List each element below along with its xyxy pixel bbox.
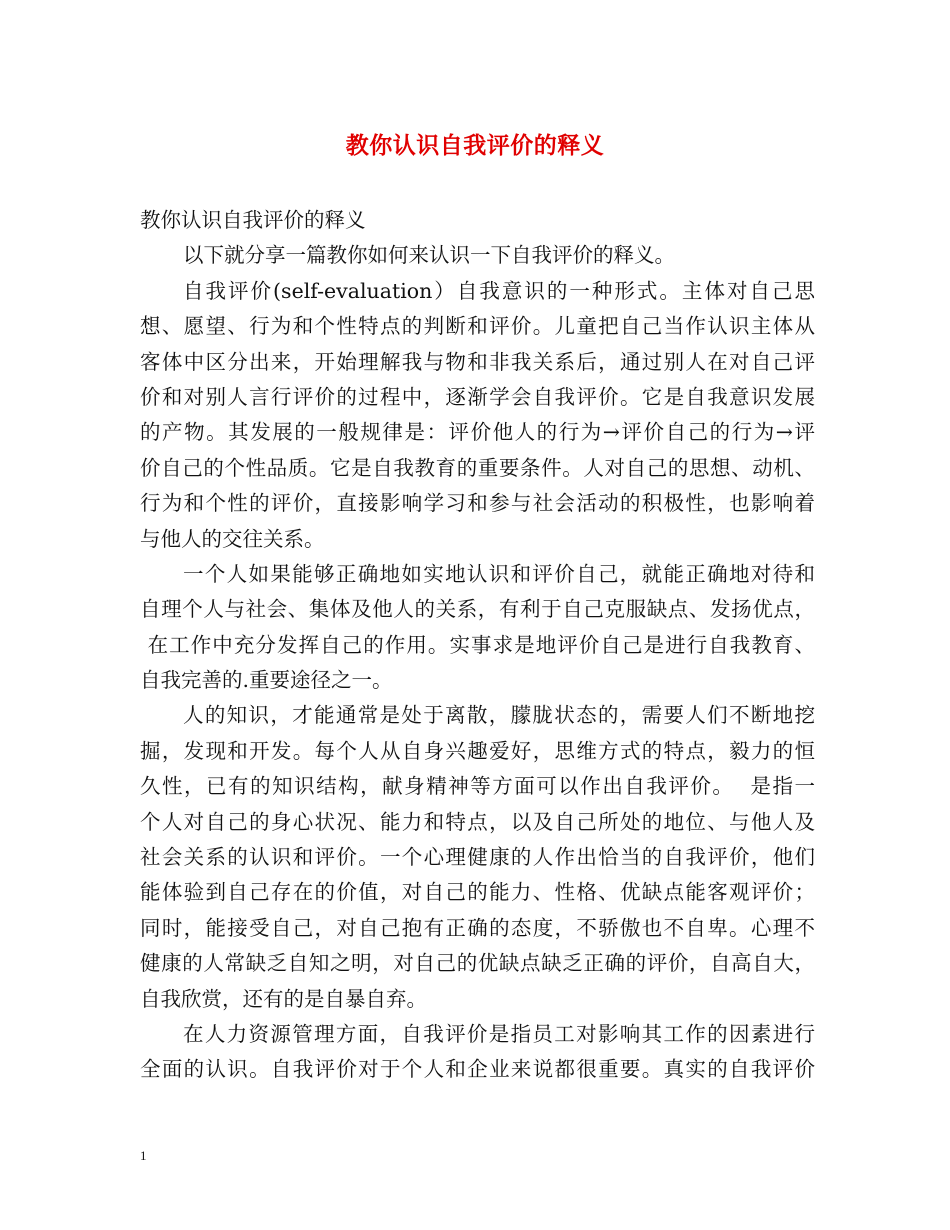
body-line: 自我欣赏，还有的是自暴自弃。 xyxy=(140,986,427,1011)
page-number: 1 xyxy=(140,1148,147,1163)
body-line: 人的知识，才能通常是处于离散，朦胧状态的，需要人们不断地挖 xyxy=(183,703,815,728)
body-line: 社会关系的认识和评价。一个心理健康的人作出恰当的自我评价，他们 xyxy=(140,845,815,870)
body-line: 个人对自己的身心状况、能力和特点，以及自己所处的地位、与他人及 xyxy=(140,809,815,834)
body-line: 自理个人与社会、集体及他人的关系，有利于自己克服缺点、发扬优点， xyxy=(140,597,815,622)
body-line: 同时，能接受自己，对自己抱有正确的态度，不骄傲也不自卑。心理不 xyxy=(140,915,815,940)
body-line: 想、愿望、行为和个性特点的判断和评价。儿童把自己当作认识主体从 xyxy=(140,314,815,339)
body-line-subtitle: 教你认识自我评价的释义 xyxy=(140,208,366,232)
page-title: 教你认识自我评价的释义 xyxy=(345,133,605,159)
body-line: 能体验到自己存在的价值，对自己的能力、性格、优缺点能客观评价； xyxy=(140,880,815,905)
document-body xyxy=(140,203,815,1088)
body-line: 掘，发现和开发。每个人从自身兴趣爱好，思维方式的特点，毅力的恒 xyxy=(140,738,815,763)
body-line: 自我完善的.重要途径之一。 xyxy=(140,668,393,693)
body-line: 以下就分享一篇教你如何来认识一下自我评价的释义。 xyxy=(183,243,675,268)
body-line: 全面的认识。自我评价对于个人和企业来说都很重要。真实的自我评价 xyxy=(140,1057,815,1082)
body-line: 的产物。其发展的一般规律是：评价他人的行为→评价自己的行为→评 xyxy=(140,420,815,445)
body-line: 自我评价(self-evaluation）自我意识的一种形式。主体对自己思 xyxy=(183,278,815,303)
body-line: 健康的人常缺乏自知之明，对自己的优缺点缺乏正确的评价，自高自大， xyxy=(140,951,815,976)
body-line: 在人力资源管理方面，自我评价是指员工对影响其工作的因素进行 xyxy=(183,1021,815,1046)
body-line: 在工作中充分发挥自己的作用。实事求是地评价自己是进行自我教育、 xyxy=(140,632,815,657)
body-line: 一个人如果能够正确地如实地认识和评价自己，就能正确地对待和 xyxy=(183,561,815,586)
body-line: 价自己的个性品质。它是自我教育的重要条件。人对自己的思想、动机、 xyxy=(140,455,815,480)
body-line: 与他人的交往关系。 xyxy=(140,526,325,551)
body-line: 久性，已有的知识结构，献身精神等方面可以作出自我评价。 是指一 xyxy=(140,774,815,799)
body-line: 行为和个性的评价，直接影响学习和参与社会活动的积极性，也影响着 xyxy=(140,491,815,516)
body-line: 客体中区分出来，开始理解我与物和非我关系后，通过别人在对自己评 xyxy=(140,349,815,374)
body-line: 价和对别人言行评价的过程中，逐渐学会自我评价。它是自我意识发展 xyxy=(140,384,815,409)
